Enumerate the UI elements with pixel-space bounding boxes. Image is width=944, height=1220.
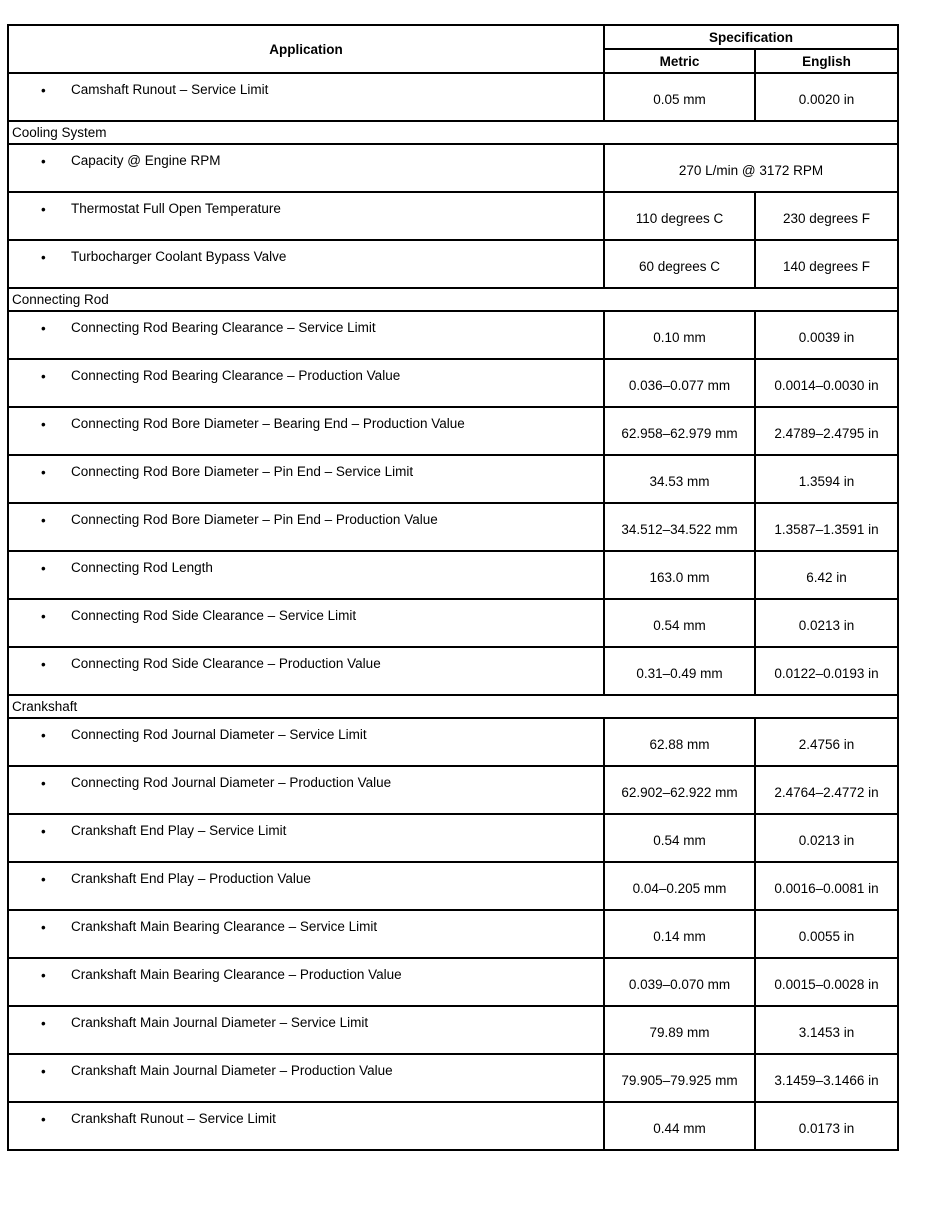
application-cell bbox=[8, 240, 604, 288]
bullet-icon: • bbox=[41, 824, 46, 839]
section-title: Connecting Rod bbox=[8, 288, 898, 311]
section-title: Crankshaft bbox=[8, 695, 898, 718]
application-cell bbox=[8, 766, 604, 814]
english-value: 3.1459–3.1466 in bbox=[755, 1054, 898, 1102]
application-label: Connecting Rod Bore Diameter – Pin End – Service Limit bbox=[71, 464, 414, 479]
metric-value: 79.905–79.925 mm bbox=[604, 1054, 755, 1102]
application-label: Crankshaft Main Journal Diameter – Production Value bbox=[71, 1063, 393, 1078]
application-label: Camshaft Runout – Service Limit bbox=[71, 82, 269, 97]
metric-value: 0.44 mm bbox=[604, 1102, 755, 1150]
bullet-icon: • bbox=[41, 321, 46, 336]
english-value: 140 degrees F bbox=[755, 240, 898, 288]
application-cell bbox=[8, 910, 604, 958]
table-row bbox=[8, 1102, 898, 1150]
application-cell bbox=[8, 1054, 604, 1102]
application-cell bbox=[8, 1006, 604, 1054]
application-label: Crankshaft End Play – Service Limit bbox=[71, 823, 287, 838]
metric-value: 0.039–0.070 mm bbox=[604, 958, 755, 1006]
metric-value: 60 degrees C bbox=[604, 240, 755, 288]
table-row bbox=[8, 240, 898, 288]
bullet-icon: • bbox=[41, 202, 46, 217]
english-value: 0.0173 in bbox=[755, 1102, 898, 1150]
english-value: 0.0039 in bbox=[755, 311, 898, 359]
application-label: Connecting Rod Journal Diameter – Service Limit bbox=[71, 727, 367, 742]
section-row bbox=[8, 288, 898, 311]
application-label: Crankshaft Main Bearing Clearance – Service Limit bbox=[71, 919, 378, 934]
metric-value: 34.53 mm bbox=[604, 455, 755, 503]
english-value: 6.42 in bbox=[755, 551, 898, 599]
english-value: 1.3594 in bbox=[755, 455, 898, 503]
english-value: 3.1453 in bbox=[755, 1006, 898, 1054]
table-row bbox=[8, 599, 898, 647]
bullet-icon: • bbox=[41, 369, 46, 384]
table-row bbox=[8, 1006, 898, 1054]
metric-value: 0.036–0.077 mm bbox=[604, 359, 755, 407]
english-value: 0.0015–0.0028 in bbox=[755, 958, 898, 1006]
english-value: 2.4756 in bbox=[755, 718, 898, 766]
spec-table bbox=[7, 24, 899, 1151]
metric-header: Metric bbox=[604, 49, 755, 73]
application-label: Connecting Rod Side Clearance – Service Limit bbox=[71, 608, 357, 623]
section-row bbox=[8, 695, 898, 718]
application-cell bbox=[8, 814, 604, 862]
table-row bbox=[8, 958, 898, 1006]
english-value: 230 degrees F bbox=[755, 192, 898, 240]
table-row bbox=[8, 814, 898, 862]
table-row bbox=[8, 551, 898, 599]
table-row bbox=[8, 910, 898, 958]
bullet-icon: • bbox=[41, 1064, 46, 1079]
metric-value: 163.0 mm bbox=[604, 551, 755, 599]
application-label: Connecting Rod Side Clearance – Production Value bbox=[71, 656, 381, 671]
bullet-icon: • bbox=[41, 920, 46, 935]
application-cell bbox=[8, 958, 604, 1006]
metric-value: 79.89 mm bbox=[604, 1006, 755, 1054]
english-value: 0.0016–0.0081 in bbox=[755, 862, 898, 910]
application-cell bbox=[8, 359, 604, 407]
english-value: 0.0055 in bbox=[755, 910, 898, 958]
english-value: 1.3587–1.3591 in bbox=[755, 503, 898, 551]
bullet-icon: • bbox=[41, 154, 46, 169]
bullet-icon: • bbox=[41, 968, 46, 983]
bullet-icon: • bbox=[41, 609, 46, 624]
metric-value: 110 degrees C bbox=[604, 192, 755, 240]
application-cell bbox=[8, 718, 604, 766]
application-cell bbox=[8, 144, 604, 192]
section-row bbox=[8, 121, 898, 144]
english-value: 0.0020 in bbox=[755, 73, 898, 121]
table-row bbox=[8, 407, 898, 455]
english-header: English bbox=[755, 49, 898, 73]
metric-value: 0.04–0.205 mm bbox=[604, 862, 755, 910]
application-label: Turbocharger Coolant Bypass Valve bbox=[71, 249, 287, 264]
table-row bbox=[8, 144, 898, 192]
bullet-icon: • bbox=[41, 872, 46, 887]
english-value: 0.0014–0.0030 in bbox=[755, 359, 898, 407]
application-cell bbox=[8, 503, 604, 551]
application-cell bbox=[8, 455, 604, 503]
english-value: 0.0213 in bbox=[755, 814, 898, 862]
table-row bbox=[8, 766, 898, 814]
bullet-icon: • bbox=[41, 513, 46, 528]
application-cell bbox=[8, 311, 604, 359]
table-row bbox=[8, 455, 898, 503]
bullet-icon: • bbox=[41, 657, 46, 672]
application-label: Connecting Rod Bearing Clearance – Production Value bbox=[71, 368, 401, 383]
english-value: 0.0213 in bbox=[755, 599, 898, 647]
bullet-icon: • bbox=[41, 1016, 46, 1031]
application-cell bbox=[8, 192, 604, 240]
metric-value: 0.05 mm bbox=[604, 73, 755, 121]
specification-header: Specification bbox=[604, 25, 898, 49]
metric-value: 0.31–0.49 mm bbox=[604, 647, 755, 695]
application-cell bbox=[8, 599, 604, 647]
english-value: 0.0122–0.0193 in bbox=[755, 647, 898, 695]
english-value: 2.4764–2.4772 in bbox=[755, 766, 898, 814]
application-cell bbox=[8, 551, 604, 599]
application-label: Connecting Rod Bearing Clearance – Service Limit bbox=[71, 320, 376, 335]
metric-value: 0.10 mm bbox=[604, 311, 755, 359]
bullet-icon: • bbox=[41, 465, 46, 480]
table-row bbox=[8, 359, 898, 407]
bullet-icon: • bbox=[41, 728, 46, 743]
english-value: 2.4789–2.4795 in bbox=[755, 407, 898, 455]
application-label: Connecting Rod Bore Diameter – Bearing End – Production Value bbox=[71, 416, 465, 431]
spec-table-body bbox=[8, 73, 898, 1150]
table-row bbox=[8, 862, 898, 910]
metric-value: 34.512–34.522 mm bbox=[604, 503, 755, 551]
application-cell bbox=[8, 407, 604, 455]
table-row bbox=[8, 192, 898, 240]
section-title: Cooling System bbox=[8, 121, 898, 144]
table-row bbox=[8, 647, 898, 695]
metric-value: 62.902–62.922 mm bbox=[604, 766, 755, 814]
application-cell bbox=[8, 1102, 604, 1150]
bullet-icon: • bbox=[41, 561, 46, 576]
application-cell bbox=[8, 73, 604, 121]
bullet-icon: • bbox=[41, 417, 46, 432]
table-row bbox=[8, 311, 898, 359]
application-label: Crankshaft Main Bearing Clearance – Production Value bbox=[71, 967, 402, 982]
application-cell bbox=[8, 647, 604, 695]
metric-value: 62.958–62.979 mm bbox=[604, 407, 755, 455]
application-label: Connecting Rod Length bbox=[71, 560, 213, 575]
application-label: Capacity @ Engine RPM bbox=[71, 153, 221, 168]
metric-value: 0.54 mm bbox=[604, 814, 755, 862]
table-row bbox=[8, 718, 898, 766]
application-header: Application bbox=[8, 25, 604, 73]
application-label: Connecting Rod Journal Diameter – Production Value bbox=[71, 775, 392, 790]
application-label: Crankshaft Runout – Service Limit bbox=[71, 1111, 276, 1126]
application-label: Crankshaft Main Journal Diameter – Service Limit bbox=[71, 1015, 369, 1030]
table-row bbox=[8, 1054, 898, 1102]
table-row bbox=[8, 503, 898, 551]
metric-value: 0.14 mm bbox=[604, 910, 755, 958]
application-label: Crankshaft End Play – Production Value bbox=[71, 871, 311, 886]
bullet-icon: • bbox=[41, 1112, 46, 1127]
application-cell bbox=[8, 862, 604, 910]
metric-value: 62.88 mm bbox=[604, 718, 755, 766]
metric-value: 0.54 mm bbox=[604, 599, 755, 647]
application-label: Thermostat Full Open Temperature bbox=[71, 201, 281, 216]
bullet-icon: • bbox=[41, 250, 46, 265]
bullet-icon: • bbox=[41, 83, 46, 98]
table-row bbox=[8, 73, 898, 121]
combined-value: 270 L/min @ 3172 RPM bbox=[604, 144, 898, 192]
application-label: Connecting Rod Bore Diameter – Pin End – Production Value bbox=[71, 512, 438, 527]
bullet-icon: • bbox=[41, 776, 46, 791]
